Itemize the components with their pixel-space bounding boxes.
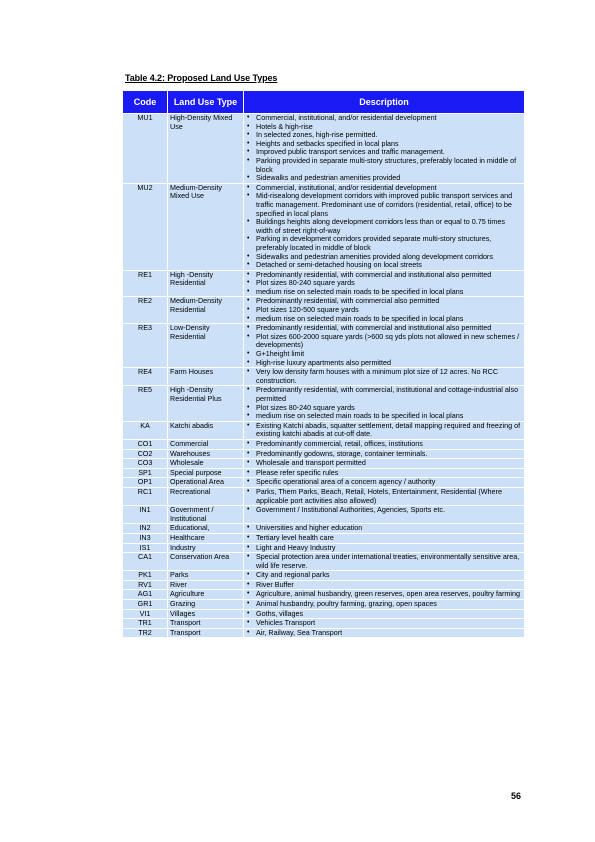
description-item: • medium rise on selected main roads to be specified in local plans [256,288,522,297]
description-item: • Parking provided in separate multi-story structures, preferably located in middle of block [256,157,522,174]
land-use-description [244,459,525,469]
description-item: • Goths, villages [256,610,522,619]
land-use-code: RE4 [123,368,168,386]
table-row [123,459,525,469]
land-use-type: Recreational [168,487,244,505]
description-item: • Sidewalks and pedestrian amenities provided along development corridors [256,253,522,262]
description-item: • Heights and setbacks specified in local plans [256,140,522,149]
table-row [123,368,525,386]
description-list [246,386,522,420]
description-list [246,450,522,459]
land-use-code: AG1 [123,590,168,600]
description-item: • G+1height limit [256,350,522,359]
land-use-description [244,421,525,439]
land-use-type: Conservation Area [168,553,244,571]
description-item: • Agriculture, animal husbandry, green reserves, open area reserves, poultry farming [256,590,522,599]
table-row [123,487,525,505]
description-item: • Predominantly residential, with commercial, institutional and cottage-industrial also permitted [256,386,522,403]
land-use-type: High -Density Residential [168,270,244,297]
table-row [123,628,525,638]
description-list [246,469,522,478]
description-item: • Plot sizes 120-500 square yards [256,306,522,315]
land-use-type: Medium-Density Residential [168,297,244,324]
land-use-type: Transport [168,628,244,638]
table-row [123,297,525,324]
description-list [246,271,522,297]
description-list [246,571,522,580]
table-row [123,506,525,524]
description-item: • Government / Institutional Authorities, Agencies, Sports etc. [256,506,522,515]
land-use-description [244,270,525,297]
table-row [123,553,525,571]
description-list [246,184,522,270]
description-item: • Tertiary level health care [256,534,522,543]
page-number: 56 [511,791,522,801]
description-item: • Predominantly residential, with commercial also permitted [256,297,522,306]
land-use-description [244,628,525,638]
land-use-code: RE5 [123,386,168,421]
description-list [246,590,522,599]
land-use-type: Farm Houses [168,368,244,386]
land-use-code: MU1 [123,114,168,184]
description-item: • Detached or semi-detached housing on local streets [256,261,522,270]
description-item: • Please refer specific rules [256,469,522,478]
header-description: Description [244,91,525,114]
land-use-type: Medium-Density Mixed Use [168,183,244,270]
description-item: • Parking in development corridors provided separate multi-story structures, preferably located in middle of block [256,235,522,252]
description-list [246,600,522,609]
description-item: • medium rise on selected main roads to be specified in local plans [256,412,522,421]
description-list [246,114,522,183]
land-use-type: High -Density Residential Plus [168,386,244,421]
description-list [246,544,522,553]
description-item: • Parks, Them Parks, Beach, Retail, Hotels, Entertainment, Residential (Where applicable port activities also allowed) [256,488,522,505]
land-use-code: RE3 [123,324,168,368]
description-item: • Very low density farm houses with a minimum plot size of 12 acres. No RCC construction. [256,368,522,385]
description-list [246,619,522,628]
table-row [123,114,525,184]
description-item: • Special protection area under international treaties, environmentally sensitive area, wild life reserve. [256,553,522,570]
description-item: • In selected zones, high-rise permitted. [256,131,522,140]
table-row [123,324,525,368]
land-use-code: IN1 [123,506,168,524]
land-use-code: SP1 [123,468,168,478]
land-use-code: RC1 [123,487,168,505]
land-use-type: Commercial [168,439,244,449]
description-item: • Universities and higher education [256,524,522,533]
land-use-description [244,506,525,524]
description-list [246,534,522,543]
description-item: • Commercial, institutional, and/or residential development [256,114,522,123]
description-list [246,488,522,505]
header-code: Code [123,91,168,114]
table-row [123,183,525,270]
land-use-type: Government / Institutional [168,506,244,524]
description-item: • Plot sizes 80-240 square yards [256,279,522,288]
land-use-type: Educational, [168,524,244,534]
land-use-code: CO1 [123,439,168,449]
land-use-description [244,533,525,543]
description-item: • Predominantly residential, with commercial and institutional also permitted [256,271,522,280]
description-list [246,422,522,439]
land-use-description [244,600,525,610]
land-use-type: Low-Density Residential [168,324,244,368]
description-item: • Hotels & high-rise [256,123,522,132]
description-item: • Predominantly commercial, retail, offices, institutions [256,440,522,449]
land-use-code: KA [123,421,168,439]
description-item: • Animal husbandry, poultry farming, grazing, open spaces [256,600,522,609]
land-use-description [244,439,525,449]
land-use-code: CO3 [123,459,168,469]
description-item: • Predominantly godowns, storage, container terminals. [256,450,522,459]
description-item: • Improved public transport services and traffic management. [256,148,522,157]
description-item: • Plot sizes 80-240 square yards [256,404,522,413]
description-list [246,297,522,323]
table-caption: Table 4.2: Proposed Land Use Types [125,73,278,83]
description-item: • River Buffer [256,581,522,590]
land-use-description [244,297,525,324]
description-item: • Commercial, institutional, and/or residential development [256,184,522,193]
land-use-type: Operational Area [168,478,244,488]
description-list [246,459,522,468]
description-item: • Sidewalks and pedestrian amenities provided [256,174,522,183]
table-row [123,478,525,488]
description-item: • Plot sizes 600-2000 square yards (>600 sq yds plots not allowed in new schemes / developments) [256,333,522,350]
land-use-type: Parks [168,571,244,581]
description-item: • Existing Katchi abadis, squatter settlement, detail mapping required and freezing of existing katchi abadis at cut-off date. [256,422,522,439]
land-use-description [244,487,525,505]
description-item: • Vehicles Transport [256,619,522,628]
description-item: • Light and Heavy Industry [256,544,522,553]
land-use-description [244,524,525,534]
land-use-table [122,90,525,638]
description-list [246,610,522,619]
land-use-type: High-Density Mixed Use [168,114,244,184]
land-use-description [244,619,525,629]
description-item: • Specific operational area of a concern agency / authority [256,478,522,487]
header-land-use-type: Land Use Type [168,91,244,114]
description-list [246,324,522,367]
table-row [123,270,525,297]
table-row [123,600,525,610]
land-use-code: RE2 [123,297,168,324]
description-list [246,440,522,449]
land-use-type: Grazing [168,600,244,610]
land-use-type: Healthcare [168,533,244,543]
land-use-type: Villages [168,609,244,619]
land-use-type: Katchi abadis [168,421,244,439]
description-item: • medium rise on selected main roads to be specified in local plans [256,315,522,324]
land-use-code: IN2 [123,524,168,534]
land-use-description [244,114,525,184]
table-row [123,571,525,581]
table-row [123,386,525,421]
land-use-type: Agriculture [168,590,244,600]
table-row [123,524,525,534]
land-use-code: TR2 [123,628,168,638]
land-use-code: RV1 [123,580,168,590]
description-list [246,368,522,385]
land-use-type: Special purpose [168,468,244,478]
land-use-type: Industry [168,543,244,553]
land-use-code: OP1 [123,478,168,488]
land-use-code: IS1 [123,543,168,553]
land-use-description [244,478,525,488]
land-use-code: TR1 [123,619,168,629]
table-row [123,439,525,449]
land-use-code: RE1 [123,270,168,297]
description-list [246,478,522,487]
land-use-description [244,386,525,421]
table-row [123,533,525,543]
description-list [246,524,522,533]
land-use-code: IN3 [123,533,168,543]
table-row [123,421,525,439]
land-use-code: VI1 [123,609,168,619]
land-use-description [244,324,525,368]
land-use-description [244,368,525,386]
land-use-code: PK1 [123,571,168,581]
land-use-code: CA1 [123,553,168,571]
description-item: • Air, Railway, Sea Transport [256,629,522,638]
land-use-code: CO2 [123,449,168,459]
land-use-type: Warehouses [168,449,244,459]
table-header-row [123,91,525,114]
land-use-description [244,571,525,581]
land-use-description [244,183,525,270]
description-list [246,553,522,570]
description-item: • High-rise luxury apartments also permitted [256,359,522,368]
description-item: • Buildings heights along development corridors less than or equal to 0.75 times width of street right-of-way [256,218,522,235]
land-use-type: Wholesale [168,459,244,469]
description-item: • City and regional parks [256,571,522,580]
land-use-description [244,553,525,571]
table-body [123,114,525,638]
land-use-code: GR1 [123,600,168,610]
description-list [246,581,522,590]
description-item: • Mid-risealong development corridors with improved public transport services and traffic management. Predominant use of corridors (residential, retail, office) to be specified in local plans [256,192,522,218]
description-item: • Wholesale and transport permitted [256,459,522,468]
description-list [246,629,522,638]
land-use-code: MU2 [123,183,168,270]
description-item: • Predominantly residential, with commercial and institutional also permitted [256,324,522,333]
table-row [123,619,525,629]
description-list [246,506,522,515]
land-use-type: Transport [168,619,244,629]
land-use-type: River [168,580,244,590]
